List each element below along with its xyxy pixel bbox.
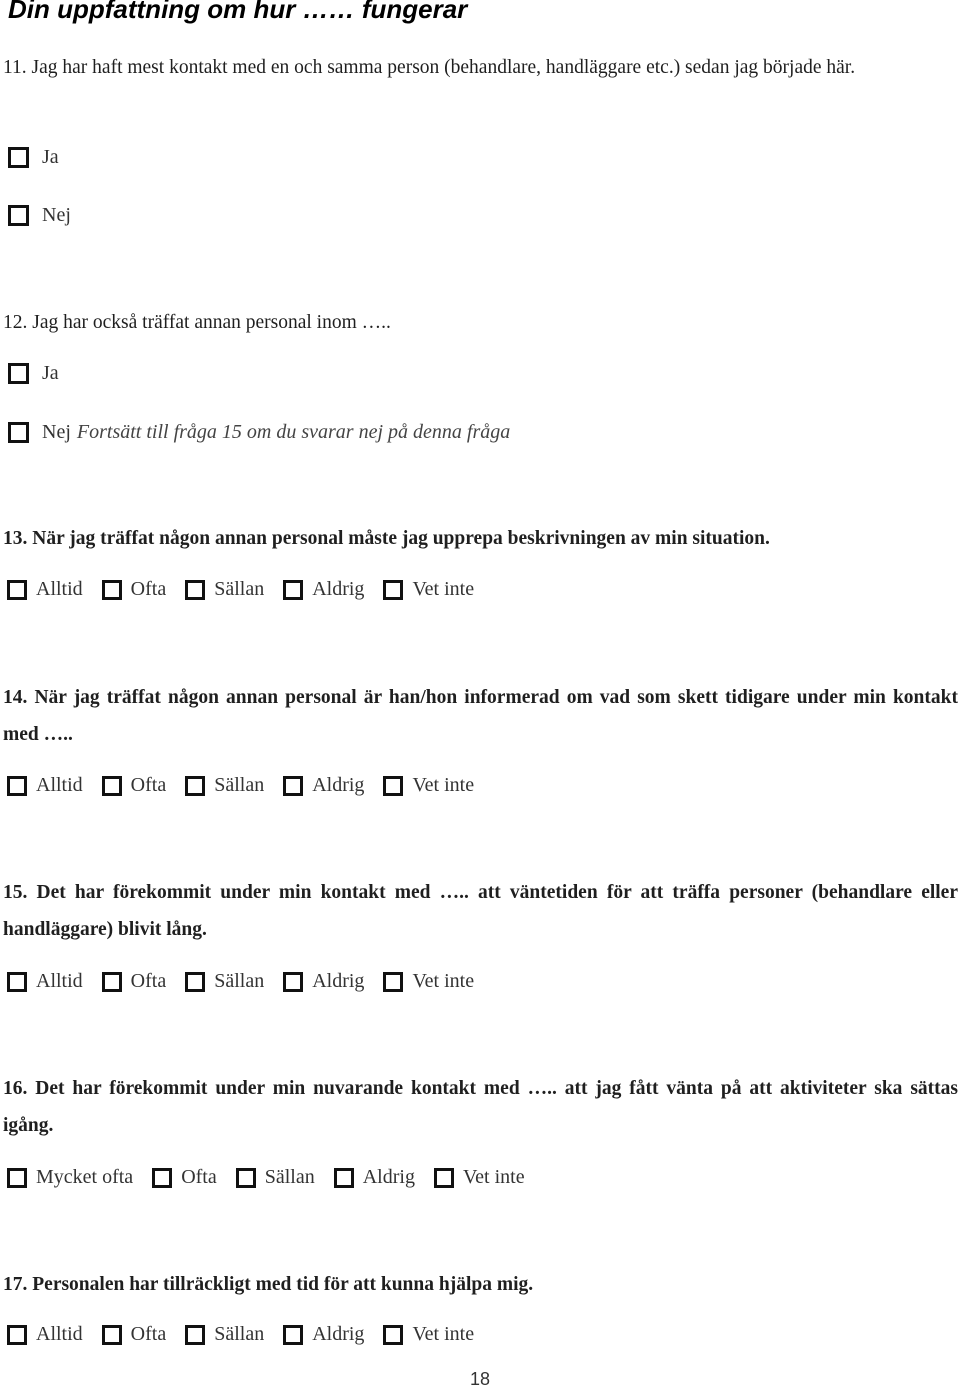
option-label: Aldrig	[312, 1323, 365, 1345]
question-17-text: 17. Personalen har tillräckligt med tid för att kunna hjälpa mig.	[3, 1274, 534, 1295]
q13-option-vet-inte[interactable]	[383, 578, 474, 601]
q16-option-ofta[interactable]	[152, 1166, 217, 1189]
option-label: Alltid	[36, 578, 83, 600]
checkbox-icon[interactable]	[185, 1325, 205, 1345]
option-label: Ofta	[130, 970, 167, 992]
q17-option-alltid[interactable]	[7, 1323, 83, 1346]
q15-option-ofta[interactable]	[102, 970, 167, 993]
q12-option-ja-label: Ja	[42, 362, 59, 384]
question-14-text: 14. När jag träffat någon annan personal är han/hon informerad om vad som skett tidigare under min kontakt med …..	[3, 687, 958, 745]
q17-option-ofta[interactable]	[102, 1323, 167, 1346]
q13-option-alltid[interactable]	[7, 578, 83, 601]
checkbox-icon[interactable]	[434, 1168, 454, 1188]
option-label: Vet inte	[412, 970, 475, 992]
checkbox-icon[interactable]	[7, 776, 27, 796]
q17-option-sallan[interactable]	[185, 1323, 264, 1346]
option-label: Aldrig	[362, 1166, 415, 1188]
checkbox-icon[interactable]	[383, 580, 403, 600]
checkbox-icon[interactable]	[8, 205, 29, 226]
question-16-text: 16. Det har förekommit under min nuvarande kontakt med ….. att jag fått vänta på att aktiviteter ska sättas igång.	[3, 1078, 958, 1136]
q14-option-aldrig[interactable]	[283, 774, 364, 797]
option-label: Aldrig	[312, 774, 365, 796]
q13-option-ofta[interactable]	[102, 578, 167, 601]
option-label: Sällan	[264, 1166, 315, 1188]
option-label: Ofta	[130, 774, 167, 796]
checkbox-icon[interactable]	[383, 776, 403, 796]
checkbox-icon[interactable]	[383, 1325, 403, 1345]
checkbox-icon[interactable]	[283, 972, 303, 992]
option-label: Ofta	[181, 1166, 217, 1188]
q12-option-nej-label: Nej	[42, 421, 71, 443]
question-15-text: 15. Det har förekommit under min kontakt med ….. att väntetiden för att träffa personer (behandlare eller handläggare) blivit lång.	[3, 882, 958, 940]
checkbox-icon[interactable]	[102, 972, 122, 992]
q17-option-vet-inte[interactable]	[383, 1323, 474, 1346]
q13-options	[7, 578, 493, 601]
checkbox-icon[interactable]	[102, 776, 122, 796]
checkbox-icon[interactable]	[283, 776, 303, 796]
question-12-text: 12. Jag har också träffat annan personal inom …..	[3, 312, 391, 333]
q12-option-ja[interactable]	[8, 362, 59, 385]
checkbox-icon[interactable]	[8, 147, 29, 168]
q15-options	[7, 970, 493, 993]
section-heading: Din uppfattning om hur …… fungerar	[8, 0, 468, 24]
checkbox-icon[interactable]	[283, 580, 303, 600]
q14-option-vet-inte[interactable]	[383, 774, 474, 797]
checkbox-icon[interactable]	[185, 580, 205, 600]
checkbox-icon[interactable]	[185, 972, 205, 992]
checkbox-icon[interactable]	[283, 1325, 303, 1345]
option-label: Mycket ofta	[36, 1166, 134, 1188]
q16-option-aldrig[interactable]	[334, 1166, 415, 1189]
option-label: Sällan	[214, 1323, 265, 1345]
checkbox-icon[interactable]	[102, 580, 122, 600]
q14-options	[7, 774, 493, 797]
checkbox-icon[interactable]	[185, 776, 205, 796]
checkbox-icon[interactable]	[152, 1168, 172, 1188]
checkbox-icon[interactable]	[383, 972, 403, 992]
page-number: 18	[469, 1369, 491, 1389]
q15-option-sallan[interactable]	[185, 970, 264, 993]
q11-option-ja[interactable]	[8, 146, 59, 169]
option-label: Sällan	[214, 970, 265, 992]
checkbox-icon[interactable]	[236, 1168, 256, 1188]
q17-options	[7, 1323, 493, 1346]
q13-option-sallan[interactable]	[185, 578, 264, 601]
option-label: Alltid	[36, 1323, 83, 1345]
question-11-text: 11. Jag har haft mest kontakt med en och samma person (behandlare, handläggare etc.) sedan jag började här.	[3, 57, 856, 78]
option-label: Vet inte	[412, 578, 475, 600]
option-label: Vet inte	[412, 1323, 475, 1345]
q16-option-mycket-ofta[interactable]	[7, 1166, 133, 1189]
option-label: Sällan	[214, 774, 265, 796]
q11-option-nej-label: Nej	[42, 204, 71, 226]
q12-option-nej[interactable]	[8, 421, 510, 444]
q15-option-vet-inte[interactable]	[383, 970, 474, 993]
q16-option-sallan[interactable]	[236, 1166, 315, 1189]
option-label: Sällan	[214, 578, 265, 600]
option-label: Ofta	[130, 1323, 167, 1345]
q15-option-alltid[interactable]	[7, 970, 83, 993]
checkbox-icon[interactable]	[7, 1168, 27, 1188]
q16-option-vet-inte[interactable]	[434, 1166, 525, 1189]
checkbox-icon[interactable]	[7, 972, 27, 992]
option-label: Ofta	[130, 578, 167, 600]
skip-instruction: Fortsätt till fråga 15 om du svarar nej på denna fråga	[76, 421, 511, 443]
q11-option-ja-label: Ja	[42, 146, 59, 168]
q16-options	[7, 1166, 544, 1189]
q11-option-nej[interactable]	[8, 204, 71, 227]
option-label: Alltid	[36, 970, 83, 992]
q14-option-alltid[interactable]	[7, 774, 83, 797]
q14-option-sallan[interactable]	[185, 774, 264, 797]
q13-option-aldrig[interactable]	[283, 578, 364, 601]
checkbox-icon[interactable]	[102, 1325, 122, 1345]
q14-option-ofta[interactable]	[102, 774, 167, 797]
q17-option-aldrig[interactable]	[283, 1323, 364, 1346]
q15-option-aldrig[interactable]	[283, 970, 364, 993]
option-label: Vet inte	[412, 774, 475, 796]
option-label: Aldrig	[312, 578, 365, 600]
checkbox-icon[interactable]	[7, 580, 27, 600]
checkbox-icon[interactable]	[7, 1325, 27, 1345]
checkbox-icon[interactable]	[8, 422, 29, 443]
option-label: Alltid	[36, 774, 83, 796]
option-label: Vet inte	[462, 1166, 525, 1188]
option-label: Aldrig	[312, 970, 365, 992]
checkbox-icon[interactable]	[8, 363, 29, 384]
question-13-text: 13. När jag träffat någon annan personal måste jag upprepa beskrivningen av min situation.	[3, 528, 770, 549]
checkbox-icon[interactable]	[334, 1168, 354, 1188]
